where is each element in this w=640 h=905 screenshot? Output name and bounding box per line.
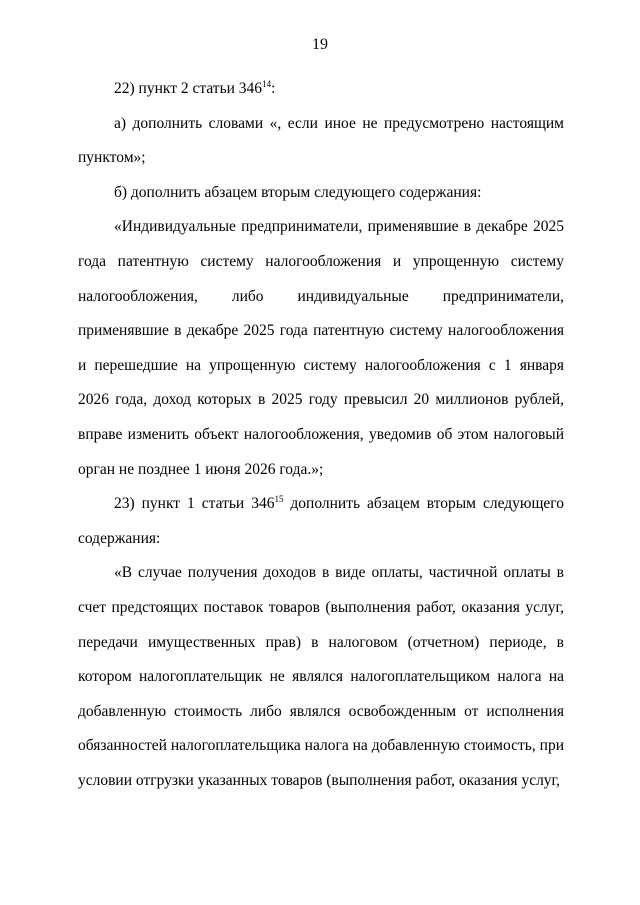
item-22-quoted-text: «Индивидуальные предприниматели, применявшие в декабре 2025 года патентную систему налогообложения и упрощенную систему налогообложения, либо индивидуальные предприниматели, применявшие в декабре 2025 года патентную систему налогообложения и перешедшие на упрощенную систему налогообложения с 1 января 2026 года, доход которых в 2025 году превысил 20 миллионов рублей, вправе изменить объект налогообложения, уведомив об этом налоговый орган не позднее 1 июня 2026 года.»; xyxy=(78,218,564,478)
page-number: 19 xyxy=(312,36,328,53)
document-body xyxy=(78,72,564,798)
item-22-heading xyxy=(78,72,564,107)
item-22-heading-text: 22) пункт 2 статьи 346 xyxy=(114,80,263,97)
item-22-footnote-ref: 14 xyxy=(262,79,272,89)
item-22-subitem-a: а) дополнить словами «, если иное не предусмотрено настоящим пунктом»; xyxy=(78,114,564,167)
item-23-heading-text: 23) пункт 1 статьи 346 xyxy=(114,495,275,513)
item-22-heading-suffix: : xyxy=(271,80,276,97)
item-23-heading xyxy=(78,487,564,556)
item-23-quoted-text: «В случае получения доходов в виде оплаты, частичной оплаты в счет предстоящих поставок товаров (выполнения работ, оказания услуг, передачи имущественных прав) в налоговом (отчетном) периоде, в котором налогоплательщик не являлся налогоплательщиком налога на добавленную стоимость либо являлся освобожденным от исполнения обязанностей налогоплательщика налога на добавленную стоимость, при условии отгрузки указанных товаров (выполнения работ, оказания услуг, xyxy=(78,564,564,789)
item-23-heading-suffix: дополнить абзацем вторым следующего содержания: xyxy=(78,495,564,547)
item-22-subitem-b: б) дополнить абзацем вторым следующего содержания: xyxy=(114,183,482,201)
item-23-footnote-ref: 15 xyxy=(274,494,284,505)
